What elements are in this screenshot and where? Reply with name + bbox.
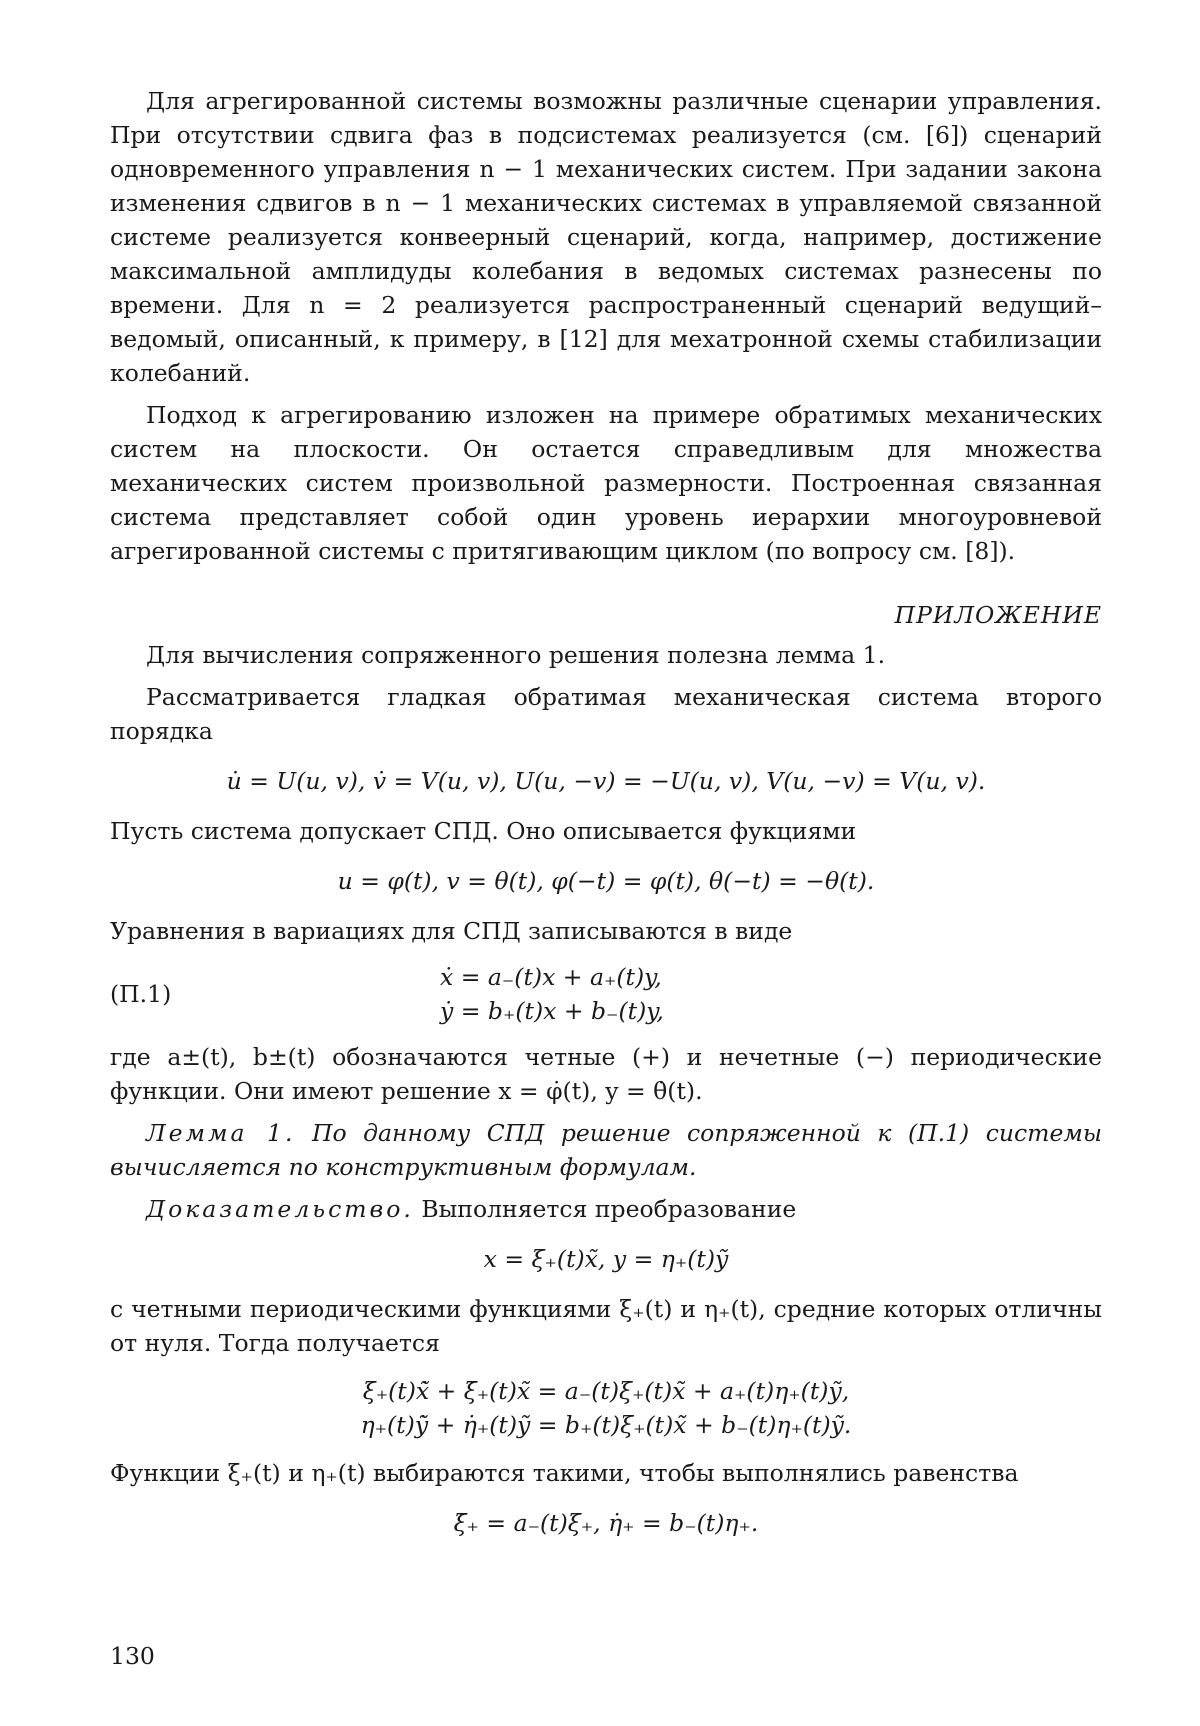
lemma-text: По данному СПД решение сопряженной к (П.1) системы вычисляется по конструктивным формулам.: [110, 1119, 1102, 1181]
page-body: [110, 84, 1102, 1556]
paragraph-system-intro: Рассматривается гладкая обратимая механическая система второго порядка: [110, 683, 1102, 745]
equation-row: η₊(t)ỹ̇ + η̇₊(t)ỹ = b₊(t)ξ₊(t)x̃ + b₋(t)η₊(t)ỹ.: [360, 1411, 852, 1439]
paragraph-aggregation: Подход к агрегированию изложен на примере обратимых механических систем на плоскости. Он остается справедливым для множества механических систем произвольной размерности. Построенная связанная система представляет собой один уровень иерархии многоуровневой агрегированной системы с притягивающим циклом (по вопросу см. [8]).: [110, 401, 1102, 565]
paragraph-functions-choice: Функции ξ₊(t) и η₊(t) выбираются такими, чтобы выполнялись равенства: [110, 1459, 1019, 1487]
lemma-title: Лемма 1.: [146, 1119, 296, 1147]
paragraph-spd: Пусть система допускает СПД. Оно описывается фукциями: [110, 817, 857, 845]
paragraph-parity: где a±(t), b±(t) обозначаются четные (+) и нечетные (−) периодические функции. Они имеют решение x = φ̇(t), y = θ̇(t).: [110, 1043, 1102, 1105]
proof-statement: [110, 1192, 1102, 1226]
equation-spd: u = φ(t), v = θ(t), φ(−t) = φ(t), θ(−t) = −θ(t).: [337, 867, 875, 895]
paragraph-scenarios: Для агрегированной системы возможны различные сценарии управления. При отсутствии сдвига фаз в подсистемах реализуется (см. [6]) сценарий одновременного управления n − 1 механических систем. При задании закона изменения сдвигов в n − 1 механических системах в управляемой связанной системе реализуется конвеерный сценарий, когда, например, достижение максимальной амплидуды колебания в ведомых системах разнесены по времени. Для n = 2 реализуется распространенный сценарий ведущий–ведомый, описанный, к примеру, в [12] для мехатронной схемы стабилизации колебаний.: [110, 87, 1102, 387]
equation-row: ξ₊(t)x̃̇ + ξ̇₊(t)x̃ = a₋(t)ξ₊(t)x̃ + a₊(t)η₊(t)ỹ,: [362, 1377, 850, 1405]
equation-derived-block: [110, 1374, 1102, 1442]
equation-label: (П.1): [110, 980, 172, 1008]
lemma-statement: [110, 1116, 1102, 1184]
equation-row: ẏ = b₊(t)x + b₋(t)y,: [440, 997, 664, 1025]
equation-row: ẋ = a₋(t)x + a₊(t)y,: [440, 963, 662, 991]
proof-title: Доказательство.: [146, 1195, 414, 1223]
equation-transform: x = ξ₊(t)x̃, y = η₊(t)ỹ: [483, 1245, 729, 1273]
paragraph-even-functions: с четными периодическими функциями ξ₊(t) и η₊(t), средние которых отличны от нуля. Тогда получается: [110, 1295, 1102, 1357]
equation-system: u̇ = U(u, v), v̇ = V(u, v), U(u, −v) = −U(u, v), V(u, −v) = V(u, v).: [226, 767, 986, 795]
appendix-heading: ПРИЛОЖЕНИЕ: [894, 601, 1102, 629]
paragraph-lemma-intro: Для вычисления сопряженного решения полезна лемма 1.: [146, 641, 886, 669]
paragraph-variations: Уравнения в вариациях для СПД записываются в виде: [110, 917, 793, 945]
equation-equalities: ξ̇₊ = a₋(t)ξ₊, η̇₊ = b₋(t)η₊.: [453, 1509, 759, 1537]
equation-p1-block: [110, 960, 1102, 1028]
page-number: 130: [110, 1642, 155, 1670]
proof-text: Выполняется преобразование: [421, 1195, 797, 1223]
